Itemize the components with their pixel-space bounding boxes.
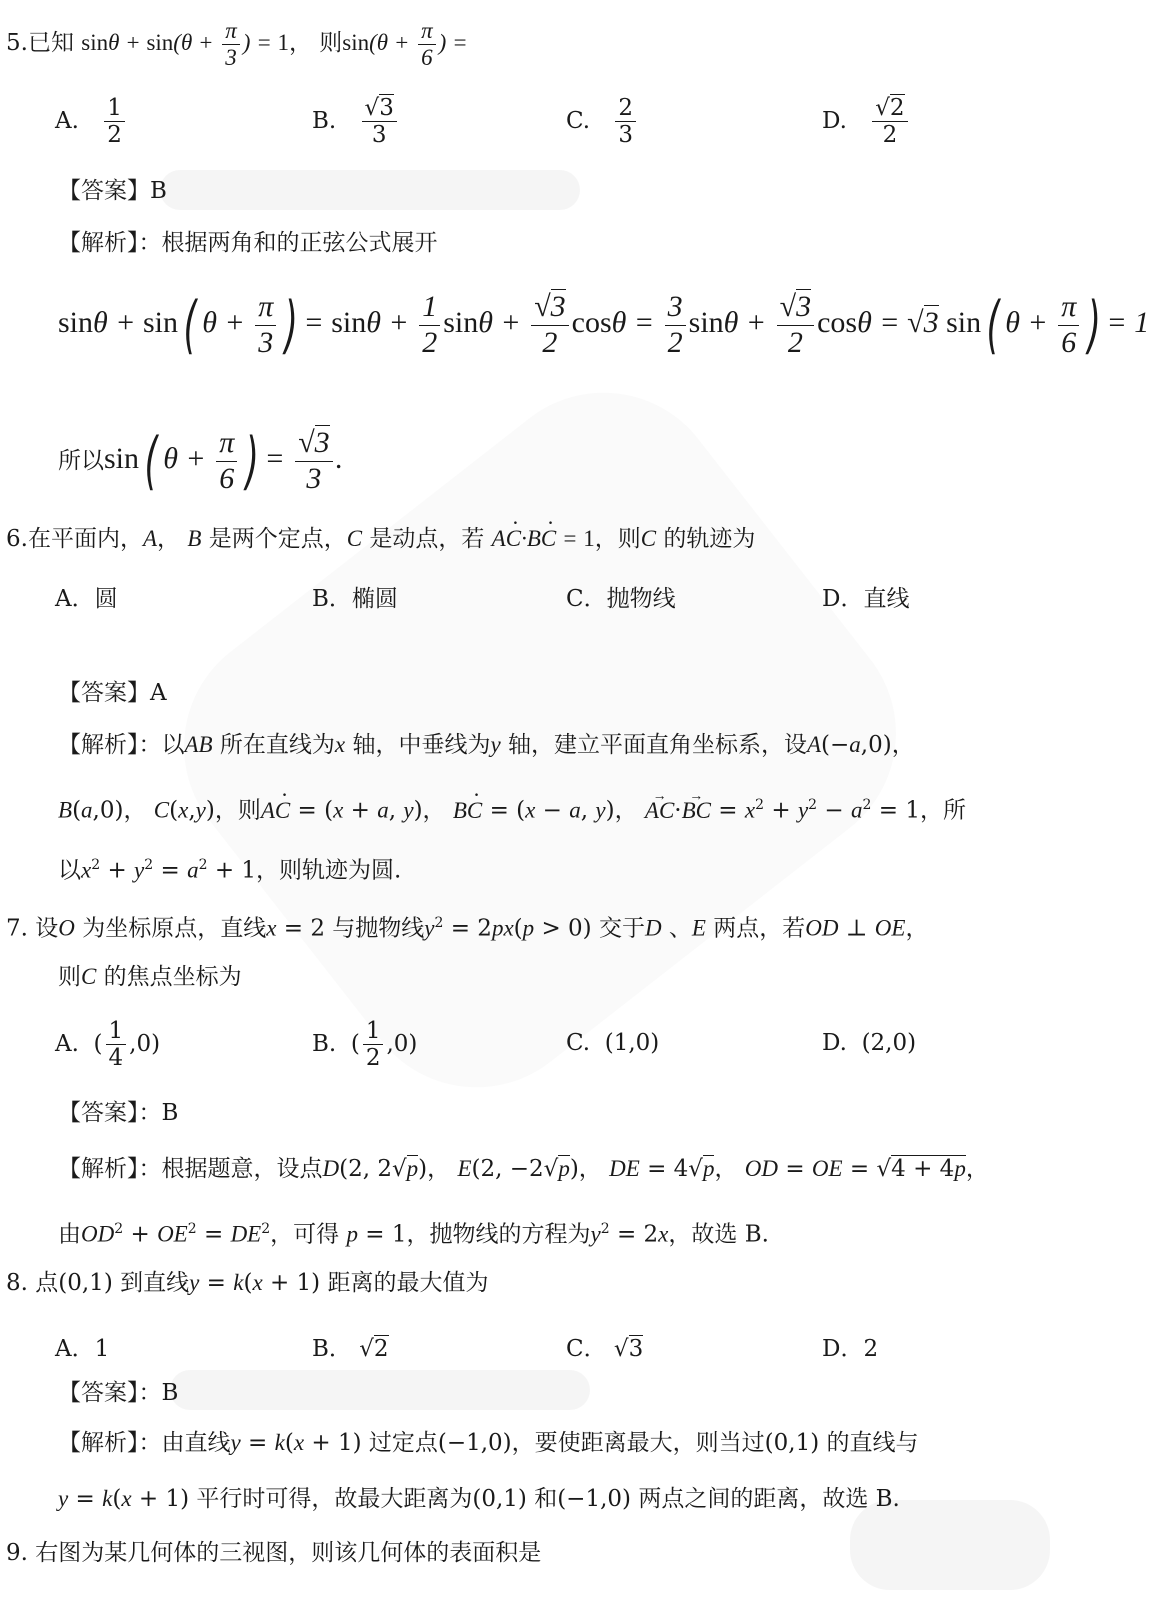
q7-analysis-line2: 由$OD^2 + OE^2 = DE^2$，可得 p = 1，抛物线的方程为$y^2 = 2x$，故选 B. [58, 1221, 769, 1248]
q8-option-d: D．2 [822, 1336, 879, 1362]
q8-analysis-line1: 【解析】：由直线y = k(x + 1) 过定点(−1,0)，要使距离最大，则当过(0,1) 的直线与 [58, 1430, 919, 1456]
q6-stem: 6.在平面内，A， B 是两个定点，C 是动点，若 · AC·· BC = 1，则C 的轨迹为 [6, 524, 755, 554]
q5-option-c: C. $\frac{2}{3}$ [566, 95, 639, 149]
q7-answer: 【答案】：B [58, 1100, 179, 1126]
q7-stem-line2: 则C 的焦点坐标为 [58, 964, 242, 990]
q6-option-d: D．直线 [822, 586, 910, 612]
q7-analysis-line1: 【解析】：根据题意，设点D(2, 2√p)， E(2, −2√p)， DE = 4√p， OD = OE = √4 + 4p， [58, 1156, 989, 1182]
q6-analysis-line2: B(a,0)， C(x,y)，则· AC = (x + a, y)， · BC = (x − a, y)， → AC·→ BC = $x^2 + y^2 - a^2 = 1$，所 [58, 790, 966, 826]
q5-target: sin(θ + $\frac{\pi}{6}$ ) = [342, 18, 468, 71]
q8-option-b: B． √2 [312, 1336, 389, 1362]
q5-option-a: A. $\frac{1}{2}$ [55, 95, 128, 149]
q8-answer: 【答案】：B [58, 1380, 179, 1406]
q6-answer: 【答案】A [58, 680, 167, 706]
q6-analysis-line1: 【解析】：以AB 所在直线为x 轴，中垂线为y 轴，建立平面直角坐标系，设A(−a,0)， [58, 732, 915, 758]
q6-option-c: C．抛物线 [566, 586, 676, 612]
q7-option-a: A. ( $\frac{1}{4}$ ,0) [55, 1018, 161, 1072]
q5-conclusion: 所以sin( θ + $\frac{\pi}{6}$ ) = $\frac{√3}{3}$ . [58, 424, 344, 498]
q5-stem: 5.已知 sinθ + sin(θ + $\frac{\pi}{3}$ ) = 1， 则sin(θ + $\frac{\pi}{6}$ ) = [6, 18, 468, 71]
q7-option-b: B. ( $\frac{1}{2}$ ,0) [312, 1018, 418, 1072]
q8-option-a: A．1 [55, 1336, 110, 1362]
watermark-smudge [170, 1370, 590, 1410]
q5-option-d: D. $\frac{√2}{2}$ [822, 95, 911, 149]
q7-option-c: C. (1,0) [566, 1030, 660, 1056]
q5-answer: 【答案】B [58, 178, 167, 204]
q6-option-b: B．椭圆 [312, 586, 398, 612]
q5-stem-text: 已知 [27, 30, 74, 57]
q5-equation: sinθ + sin(θ + $\frac{\pi}{3}$ ) = 1 [81, 18, 289, 71]
q8-stem: 8. 点(0,1) 到直线y = k(x + 1) 距离的最大值为 [6, 1270, 489, 1296]
q5-number: 5. [6, 30, 28, 57]
q5-option-b: B. $\frac{√3}{3}$ [312, 95, 400, 149]
q7-option-d: D. (2,0) [822, 1030, 917, 1056]
q5-analysis: 【解析】：根据两角和的正弦公式展开 [58, 230, 438, 256]
watermark-smudge [160, 170, 580, 210]
q7-stem-line1: 7. 设O 为坐标原点，直线x = 2 与抛物线$y^2 = 2px(p > 0)$ 交于D 、E 两点，若OD ⊥ OE， [6, 915, 929, 942]
q9-stem: 9. 右图为某几何体的三视图，则该几何体的表面积是 [6, 1540, 542, 1566]
q5-derivation: sinθ + sin( θ + $\frac{\pi}{3}$ ) = sinθ + $\frac{1}{2}$ sinθ + $\frac{√3}{2}$ cosθ = $\frac{3}{2}$ sinθ + $\frac{√3}{2}$ cosθ = √3 sin( θ + $\frac{\pi}{6}$ ) = 1 [58, 288, 1149, 362]
q6-option-a: A．圆 [55, 586, 118, 612]
q6-analysis-line3: 以$x^2 + y^2 = a^2 + 1$，则轨迹为圆. [58, 857, 402, 884]
q8-analysis-line2: y = k(x + 1) 平行时可得，故最大距离为(0,1) 和(−1,0) 两点之间的距离，故选 B. [58, 1486, 900, 1512]
q8-option-c: C． √3 [566, 1336, 644, 1362]
